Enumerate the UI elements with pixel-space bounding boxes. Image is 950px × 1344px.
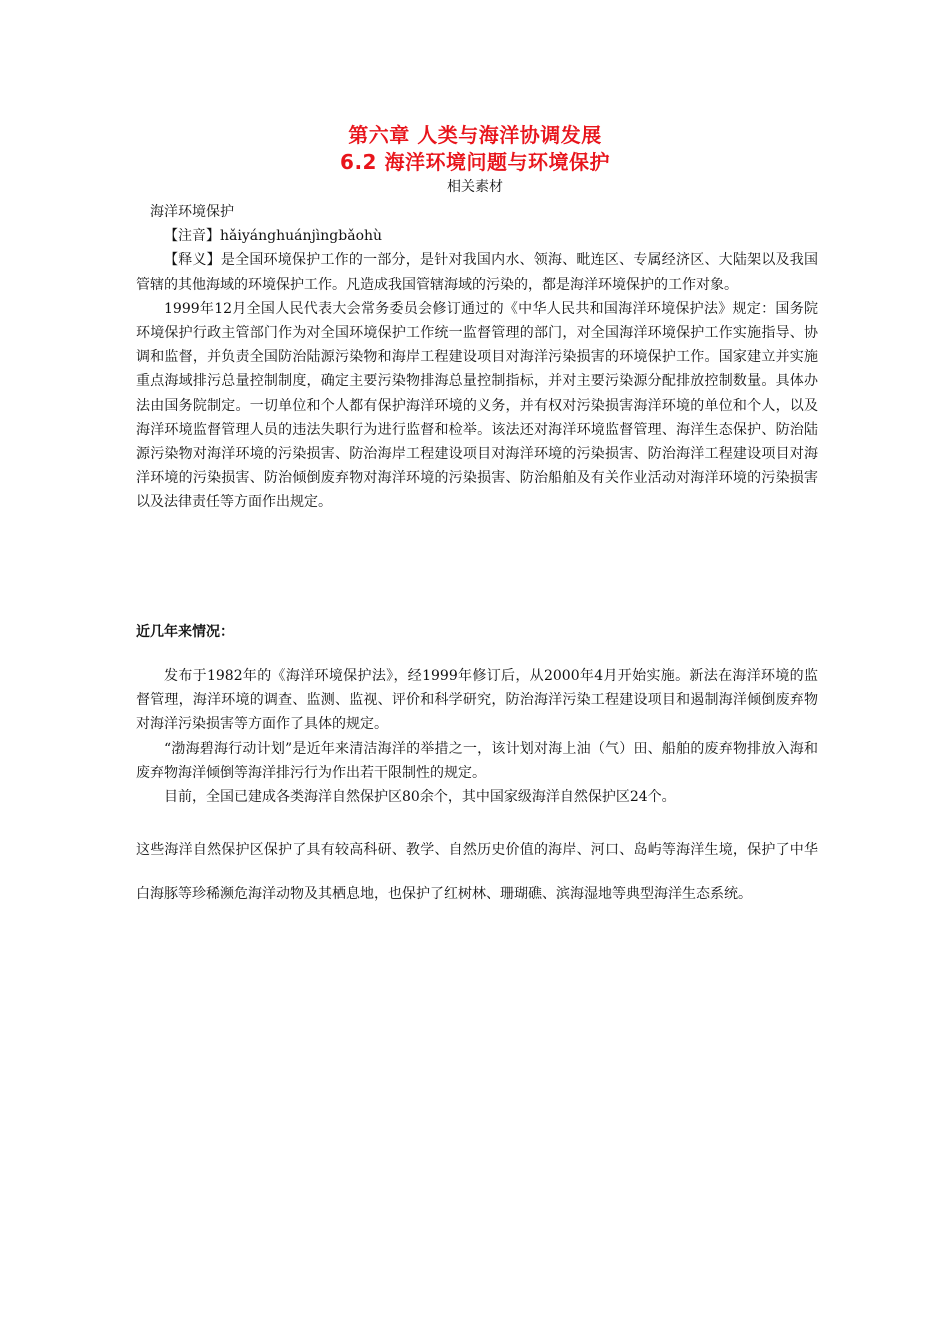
subtitle: 相关素材 <box>447 179 503 195</box>
entry-block <box>136 200 818 515</box>
recent-paragraph-1: 发布于1982年的《海洋环境保护法》，经1999年修订后，从2000年4月开始实施。新法在海洋环境的监督管理，海洋环境的调查、监测、监视、评价和科学研究，防治海洋污染工程建设项目和遏制海洋倾倒废弃物对海洋污染损害等方面作了具体的规定。 <box>136 668 818 733</box>
recent-paragraph-3: 目前，全国已建成各类海洋自然保护区80余个，其中国家级海洋自然保护区24个。 <box>164 789 676 806</box>
protected-areas-block <box>136 828 818 916</box>
recent-heading: 近几年来情况： <box>136 624 234 640</box>
recent-block <box>136 664 818 809</box>
law-paragraph: 1999年12月全国人民代表大会常务委员会修订通过的《中华人民共和国海洋环境保护法》规定：国务院环境保护行政主管部门作为对全国环境保护工作统一监督管理的部门，对全国海洋环境保护工作实施指导、协调和监督，并负责全国防治陆源污染物和海岸工程建设项目对海洋污染损害的环境保护工作。国家建立并实施重点海域排污总量控制制度，确定主要污染物排海总量控制指标，并对主要污染源分配排放控制数量。具体办法由国务院制定。一切单位和个人都有保护海洋环境的义务，并有权对污染损害海洋环境的单位和个人，以及海洋环境监督管理人员的违法失职行为进行监督和检举。该法还对海洋环境监督管理、海洋生态保护、防治陆源污染物对海洋环境的污染损害、防治海岸工程建设项目对海洋环境的污染损害、防治海洋工程建设项目对海洋环境的污染损害、防治倾倒废弃物对海洋环境的污染损害、防治船舶及有关作业活动对海洋环境的污染损害以及法律责任等方面作出规定。 <box>136 300 818 511</box>
entry-pinyin: 【注音】hǎiyánghuánjìngbǎohù <box>164 228 383 245</box>
section-title: 6.2 海洋环境问题与环境保护 <box>340 150 610 174</box>
recent-paragraph-2: “渤海碧海行动计划”是近年来清洁海洋的举措之一，该计划对海上油（气）田、船舶的废弃物排放入海和废弃物海洋倾倒等海洋排污行为作出若干限制性的规定。 <box>136 740 818 781</box>
entry-definition: 【释义】是全国环境保护工作的一部分，是针对我国内水、领海、毗连区、专属经济区、大陆架以及我国管辖的其他海域的环境保护工作。凡造成我国管辖海域的污染的，都是海洋环境保护的工作对象。 <box>136 252 818 293</box>
entry-term: 海洋环境保护 <box>150 204 234 220</box>
chapter-title: 第六章 人类与海洋协调发展 <box>348 123 602 147</box>
recent-paragraph-4: 这些海洋自然保护区保护了具有较高科研、教学、自然历史价值的海岸、河口、岛屿等海洋生境，保护了中华白海豚等珍稀濒危海洋动物及其栖息地，也保护了红树林、珊瑚礁、滨海湿地等典型海洋生态系统。 <box>136 842 818 902</box>
